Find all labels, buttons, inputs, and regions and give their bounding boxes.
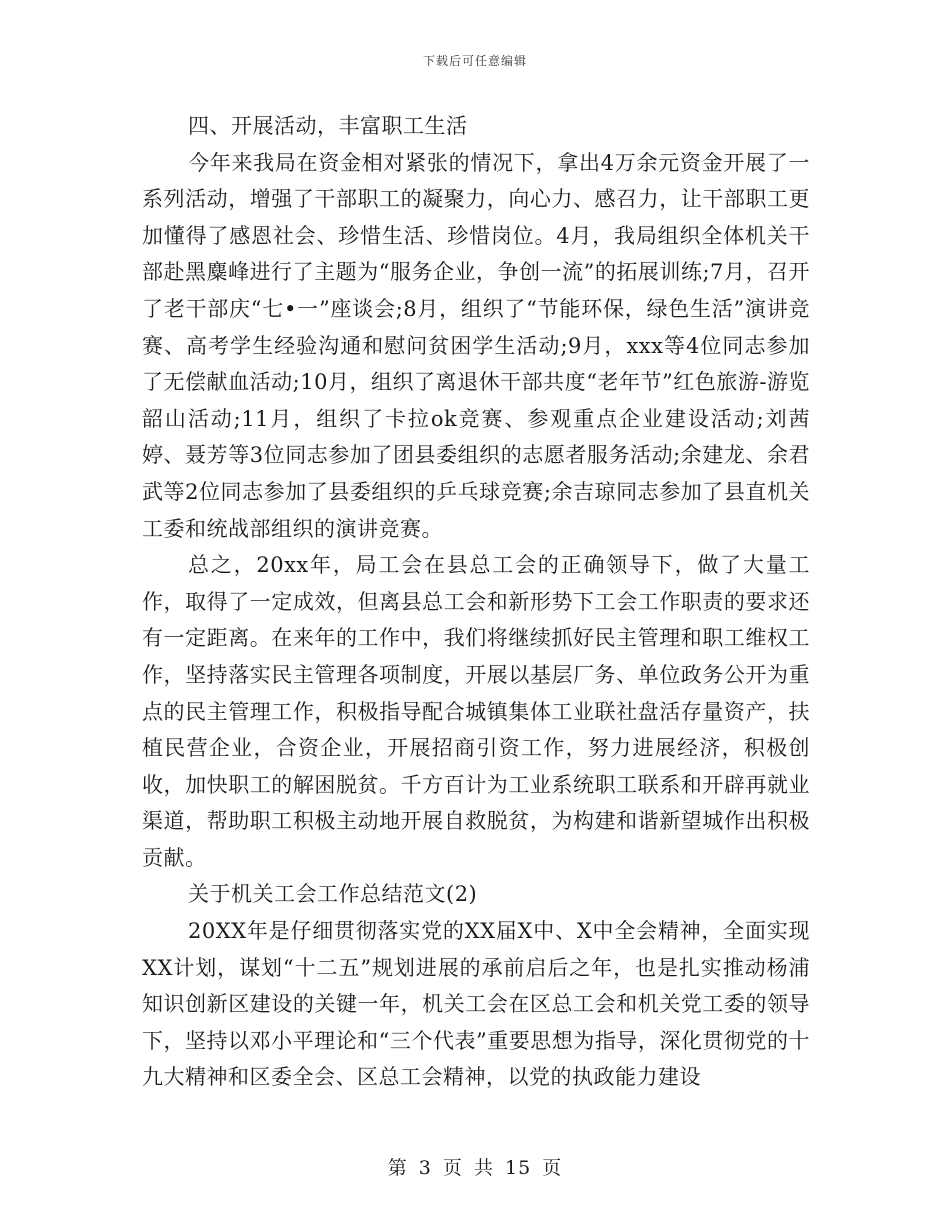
paragraph-summary: 总之，20xx年，局工会在县总工会的正确领导下，做了大量工作，取得了一定成效，但离县总工会和新形势下工会工作职责的要求还有一定距离。在来年的工作中，我们将继续抓好民主管理和职工维权工作，坚持落实民主管理各项制度，开展以基层厂务、单位政务公开为重点的民主管理工作，积极指导配合城镇集体工业联社盘活存量资产，扶植民营企业，合资企业，开展招商引资工作，努力进展经济，积极创收，加快职工的解困脱贫。千方百计为工业系统职工联系和开辟再就业渠道，帮助职工积极主动地开展自救脱贫，为构建和谐新望城作出积极贡献。	[142, 553, 810, 870]
paragraph-activities: 今年来我局在资金相对紧张的情况下，拿出4万余元资金开展了一系列活动，增强了干部职工的凝聚力，向心力、感召力，让干部职工更加懂得了感恩社会、珍惜生活、珍惜岗位。4月，我局组织全体机关干部赴黑麋峰进行了主题为“服务企业，争创一流”的拓展训练;7月，召开了老干部庆“七•一”座谈会;8月，组织了“节能环保，绿色生活”演讲竞赛、高考学生经验沟通和慰问贫困学生活动;9月，xxx等4位同志参加了无偿献血活动;10月，组织了离退休干部共度“老年节”红色旅游-游览韶山活动;11月，组织了卡拉ok竞赛、参观重点企业建设活动;刘茜婷、聂芳等3位同志参加了团县委组织的志愿者服务活动;余建龙、余君武等2位同志参加了县委组织的乒乓球竞赛;余吉琼同志参加了县直机关工委和统战部组织的演讲竞赛。	[142, 150, 810, 541]
page-indicator: 第 3 页 共 15 页	[387, 1157, 563, 1179]
document-body	[142, 108, 810, 1096]
section-heading-sample-2: 关于机关工会工作总结范文(2)	[188, 882, 478, 907]
paragraph-sample-2-intro: 20XX年是仔细贯彻落实党的XX届X中、X中全会精神，全面实现XX计划，谋划“十二五”规划进展的承前启后之年，也是扎实推动杨浦知识创新区建设的关键一年，机关工会在区总工会和机关党工委的领导下，坚持以邓小平理论和“三个代表”重要思想为指导，深化贯彻党的十九大精神和区委全会、区总工会精神，以党的执政能力建设	[142, 919, 810, 1090]
header-note: 下载后可任意编辑	[422, 54, 527, 68]
section-heading-activities: 四、开展活动，丰富职工生活	[188, 114, 468, 138]
